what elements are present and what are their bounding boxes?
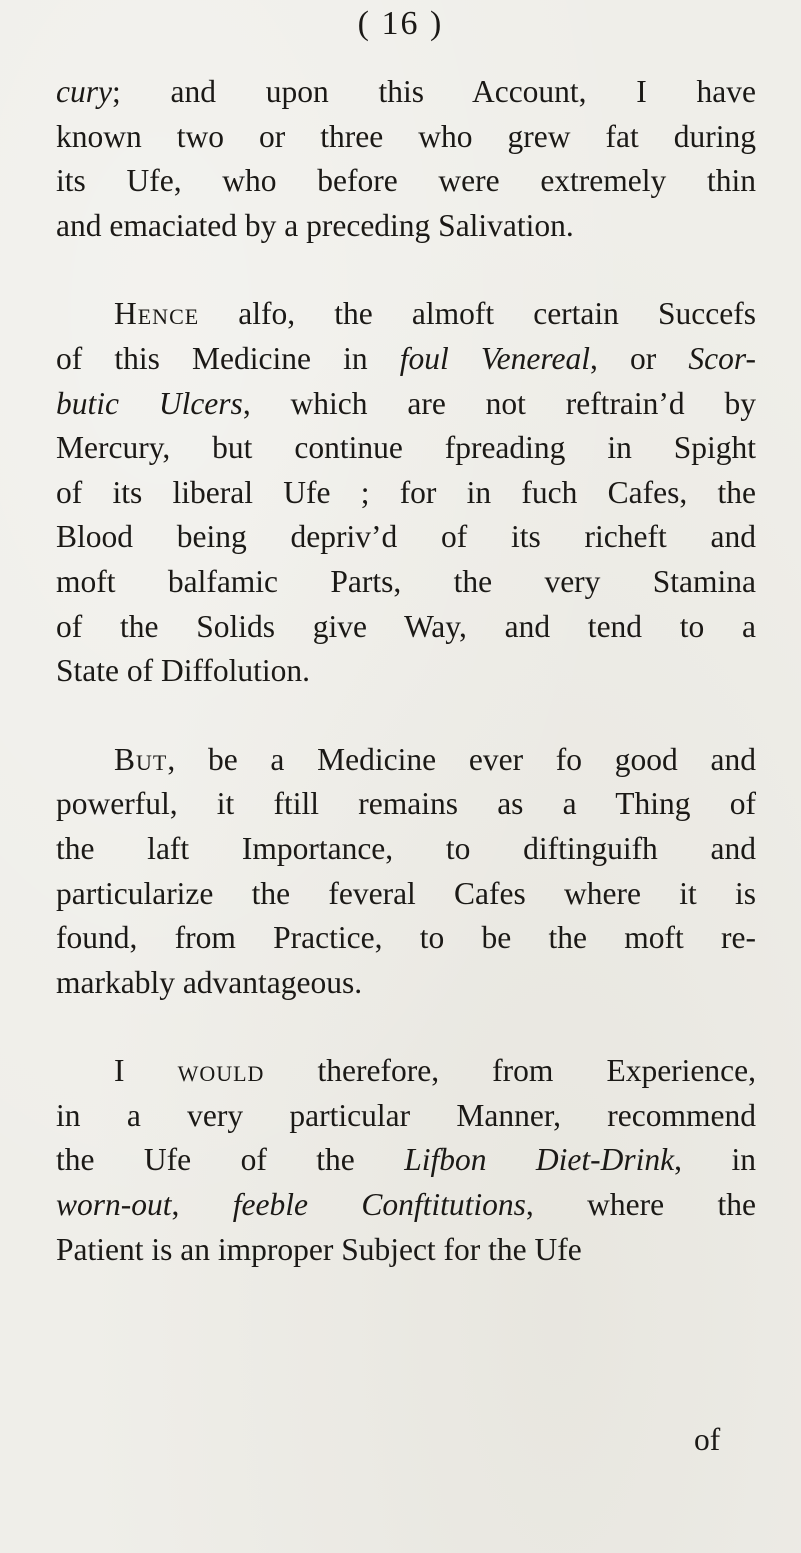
text-run: of this Medicine in [56, 340, 400, 376]
text-line [56, 70, 756, 115]
text-line [56, 382, 756, 427]
text-run: markably advantageous. [56, 964, 363, 1000]
text-line [56, 1049, 756, 1094]
text-run: I [114, 1053, 178, 1089]
text-run: of the Solids give Way, and tend to a [56, 608, 756, 644]
text-run-it: cury [56, 74, 112, 109]
text-line [56, 560, 756, 605]
text-run-it: foul Venereal [399, 340, 590, 376]
text-run: Blood being depriv’d of its richeft and [56, 519, 756, 555]
text-run: its Ufe, who before were extremely thin [56, 163, 756, 199]
text-run: the laft Importance, to diftinguifh and [56, 830, 756, 866]
text-line [56, 1183, 756, 1228]
text-run: the Ufe of the [56, 1142, 405, 1178]
text-run: , which are not reftrain’d by [242, 385, 756, 421]
text-line [56, 605, 756, 650]
text-run: ; and upon this Account, I have [111, 74, 756, 109]
text-line [56, 649, 756, 694]
paragraph-1 [56, 70, 756, 248]
text-run-it: Lifbon Diet-Drink [404, 1142, 675, 1178]
text-run: known two or three who grew fat during [56, 118, 756, 154]
text-run: moft balfamic Parts, the very Stamina [56, 563, 756, 599]
paragraph-gap [56, 1005, 756, 1049]
text-line [56, 916, 756, 961]
text-line [56, 827, 756, 872]
text-line [56, 337, 756, 382]
page-number: ( 16 ) [357, 5, 444, 42]
text-line [56, 204, 756, 249]
paragraph-4 [56, 1049, 756, 1272]
text-run: Mercury, but continue fpreading in Spight [56, 430, 756, 466]
text-run: Patient is an improper Subject for the Ufe [56, 1231, 582, 1267]
text-line [56, 1138, 756, 1183]
text-run: alfo, the almoft certain Succefs [199, 296, 756, 332]
text-line [56, 471, 756, 516]
text-run: , in [674, 1142, 756, 1178]
text-run-sc: would [177, 1053, 265, 1089]
text-run: State of Diffolution. [56, 653, 311, 689]
text-run: and emaciated by a preceding Salivation. [56, 207, 574, 243]
text-run: , where the [525, 1187, 756, 1223]
text-line [56, 782, 756, 827]
text-line [56, 292, 756, 337]
text-line [56, 1228, 756, 1273]
paragraph-gap [56, 248, 756, 292]
paragraph-2 [56, 292, 756, 693]
paragraph-3 [56, 738, 756, 1006]
text-line [56, 115, 756, 160]
text-run: , [171, 1187, 233, 1223]
text-run: , or [589, 340, 689, 376]
text-line [56, 159, 756, 204]
text-run: in a very particular Manner, recommend [56, 1097, 756, 1133]
text-run-it: feeble Conftitutions [232, 1187, 526, 1223]
body-text [56, 70, 756, 1272]
text-line [56, 426, 756, 471]
text-run-it: worn-out [56, 1187, 172, 1223]
text-line [56, 961, 756, 1006]
text-run-sc: Hence [114, 296, 200, 332]
text-line [56, 738, 756, 783]
text-run: particularize the feveral Cafes where it is [56, 875, 756, 911]
text-line [56, 1094, 756, 1139]
text-run: found, from Practice, to be the moft re- [56, 920, 756, 956]
text-run: therefore, from Experience, [264, 1053, 756, 1089]
text-run: powerful, it ftill remains as a Thing of [56, 786, 756, 822]
text-run-sc: But [114, 741, 168, 777]
text-run: of its liberal Ufe ; for in fuch Cafes, the [56, 474, 756, 510]
text-run-it: butic Ulcers [56, 385, 243, 421]
text-line [56, 515, 756, 560]
text-line [56, 872, 756, 917]
paragraph-gap [56, 694, 756, 738]
text-run-it: Scor- [688, 340, 756, 376]
catchword: of [694, 1422, 721, 1457]
text-run: , be a Medicine ever fo good and [167, 741, 756, 777]
